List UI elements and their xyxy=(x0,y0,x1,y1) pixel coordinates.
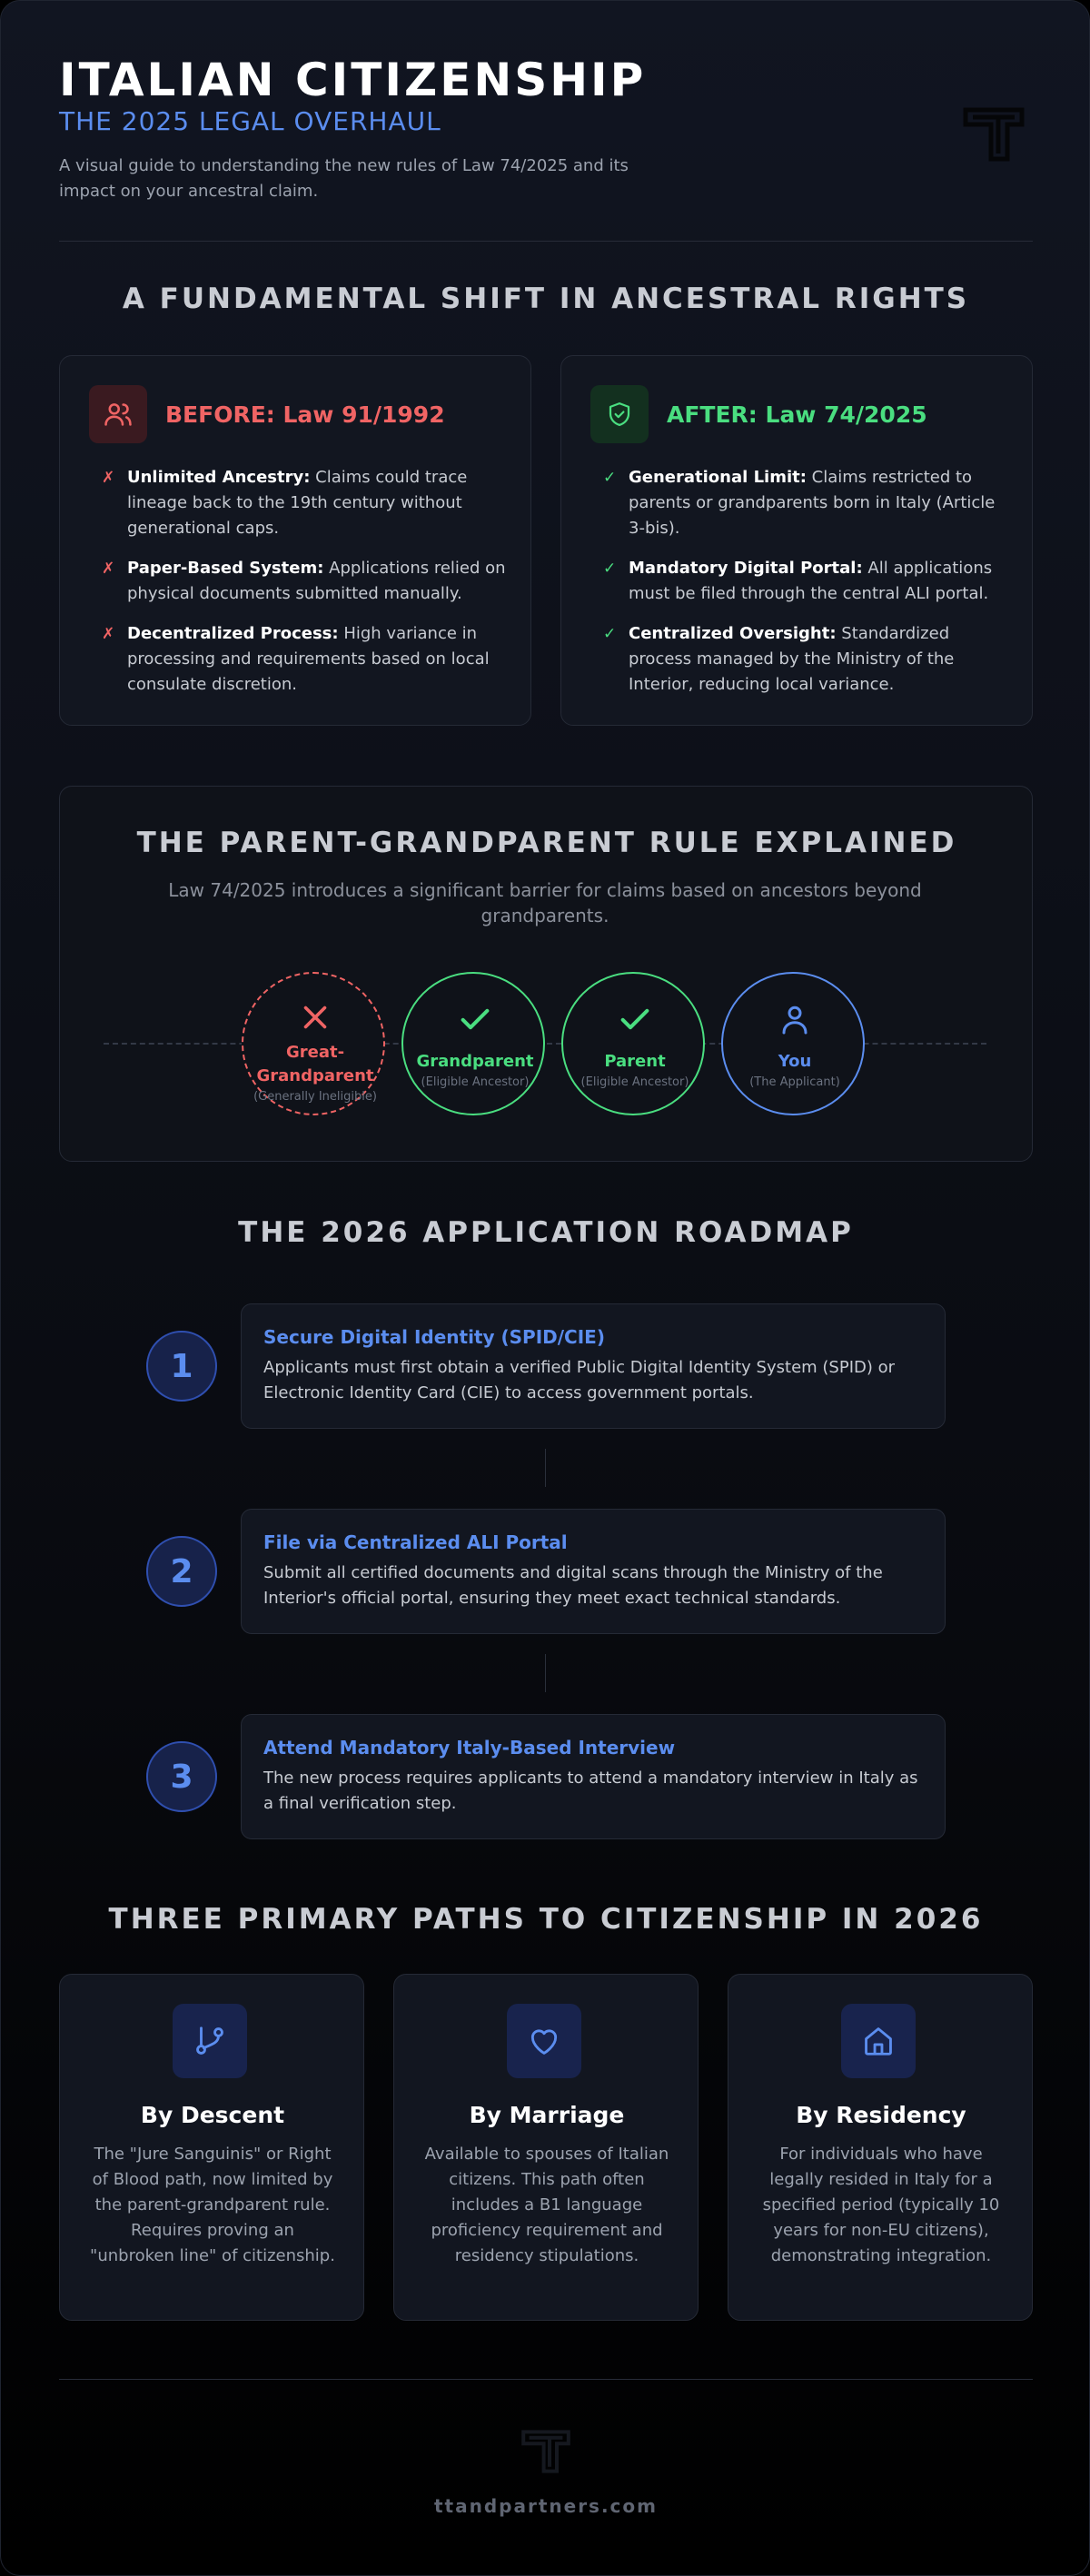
shift-section-title: A FUNDAMENTAL SHIFT IN ANCESTRAL RIGHTS xyxy=(122,282,970,315)
chain-name: Parent xyxy=(604,1052,666,1071)
tt-monogram-logo xyxy=(520,2426,571,2477)
roadmap-section-title: THE 2026 APPLICATION ROADMAP xyxy=(238,1216,854,1249)
step-number: 3 xyxy=(146,1741,217,1812)
check-icon xyxy=(403,1001,547,1037)
before-list xyxy=(102,465,510,712)
path-title: By Descent xyxy=(140,2102,285,2128)
rule-card xyxy=(59,786,1033,1162)
step-description: The new process requires applicants to attend a mandatory interview in Italy as a final verification step. xyxy=(263,1769,918,1813)
roadmap-step xyxy=(241,1509,946,1634)
chain-name: You xyxy=(778,1052,812,1071)
after-item: ✓ Centralized Oversight: Standardized process managed by the Ministry of the Interior, reducing local variance. xyxy=(603,621,1012,698)
after-list xyxy=(603,465,1012,712)
x-icon xyxy=(243,1001,387,1037)
page-title: ITALIAN CITIZENSHIP xyxy=(59,54,647,106)
check-mark-icon: ✓ xyxy=(603,560,617,578)
chain-grandparent xyxy=(401,972,545,1115)
path-card-residency xyxy=(728,1974,1033,2321)
rule-section-title: THE PARENT-GRANDPARENT RULE EXPLAINED xyxy=(136,827,957,859)
x-mark-icon: ✗ xyxy=(102,560,115,578)
footer-website[interactable]: ttandpartners.com xyxy=(433,2495,658,2517)
before-item: ✗ Decentralized Process: High variance in processing and requirements based on local consulate discretion. xyxy=(102,621,510,698)
check-mark-icon: ✓ xyxy=(603,469,617,487)
after-item: ✓ Generational Limit: Claims restricted to parents or grandparents born in Italy (Article 3-bis). xyxy=(603,465,1012,541)
x-mark-icon: ✗ xyxy=(102,469,115,487)
header-divider xyxy=(59,241,1033,242)
page-description: A visual guide to understanding the new rules of Law 74/2025 and its impact on your ancestral claim. xyxy=(59,156,629,201)
chain-name: Grandparent xyxy=(416,1052,534,1071)
path-description: Available to spouses of Italian citizens. This path often includes a B1 language proficiency requirement and residency stipulations. xyxy=(424,2145,669,2265)
chain-role: (Eligible Ancestor) xyxy=(421,1075,530,1089)
home-icon xyxy=(841,2004,916,2078)
step-description: Submit all certified documents and digital scans through the Ministry of the Interior's official portal, ensuring they meet exact technical standards. xyxy=(263,1563,883,1608)
chain-name: Great- Grandparent xyxy=(256,1043,374,1085)
chain-parent xyxy=(561,972,705,1115)
before-item: ✗ Unlimited Ancestry: Claims could trace lineage back to the 19th century without generational caps. xyxy=(102,465,510,541)
path-description: The "Jure Sanguinis" or Right of Blood path, now limited by the parent-grandparent rule. Requires proving an "unbroken line" of citizenship. xyxy=(90,2145,335,2265)
page-subtitle: THE 2025 LEGAL OVERHAUL xyxy=(59,106,441,136)
path-description: For individuals who have legally resided in Italy for a specified period (typically 10 years for non-EU citizens), demonstrating integration. xyxy=(762,2145,1000,2265)
check-mark-icon: ✓ xyxy=(603,625,617,643)
chain-role: (The Applicant) xyxy=(749,1075,840,1089)
user-icon xyxy=(723,1001,867,1037)
path-title: By Marriage xyxy=(469,2102,625,2128)
chain-you xyxy=(721,972,865,1115)
chain-role: (Generally Ineligible) xyxy=(253,1090,377,1104)
before-item: ✗ Paper-Based System: Applications relied on physical documents submitted manually. xyxy=(102,556,510,607)
before-card xyxy=(59,355,531,726)
step-description: Applicants must first obtain a verified Public Digital Identity System (SPID) or Electronic Identity Card (CIE) to access government portals. xyxy=(263,1358,896,1402)
git-branch-icon xyxy=(173,2004,247,2078)
x-mark-icon: ✗ xyxy=(102,625,115,643)
users-icon xyxy=(89,385,147,443)
step-connector xyxy=(545,1449,546,1487)
path-card-descent xyxy=(59,1974,364,2321)
roadmap-step xyxy=(241,1714,946,1839)
before-title: BEFORE: Law 91/1992 xyxy=(165,401,445,428)
step-title: Attend Mandatory Italy-Based Interview xyxy=(263,1737,676,1759)
chain-role: (Eligible Ancestor) xyxy=(580,1075,689,1089)
step-title: Secure Digital Identity (SPID/CIE) xyxy=(263,1326,605,1348)
chain-great-grandparent xyxy=(242,972,385,1115)
rule-subtitle: Law 74/2025 introduces a significant barrier for claims based on ancestors beyond grandparents. xyxy=(168,879,922,926)
after-card xyxy=(560,355,1033,726)
roadmap-step xyxy=(241,1303,946,1429)
path-title: By Residency xyxy=(796,2102,966,2128)
paths-section-title: THREE PRIMARY PATHS TO CITIZENSHIP IN 2026 xyxy=(108,1903,984,1936)
step-title: File via Centralized ALI Portal xyxy=(263,1531,568,1553)
step-connector xyxy=(545,1654,546,1692)
after-title: AFTER: Law 74/2025 xyxy=(667,401,927,428)
step-number: 1 xyxy=(146,1331,217,1402)
check-icon xyxy=(563,1001,707,1037)
path-card-marriage xyxy=(393,1974,699,2321)
heart-icon xyxy=(507,2004,581,2078)
step-number: 2 xyxy=(146,1536,217,1607)
footer-divider xyxy=(59,2379,1033,2380)
shield-check-icon xyxy=(590,385,649,443)
tt-monogram-logo xyxy=(962,103,1026,166)
after-item: ✓ Mandatory Digital Portal: All applications must be filed through the central ALI portal. xyxy=(603,556,1012,607)
